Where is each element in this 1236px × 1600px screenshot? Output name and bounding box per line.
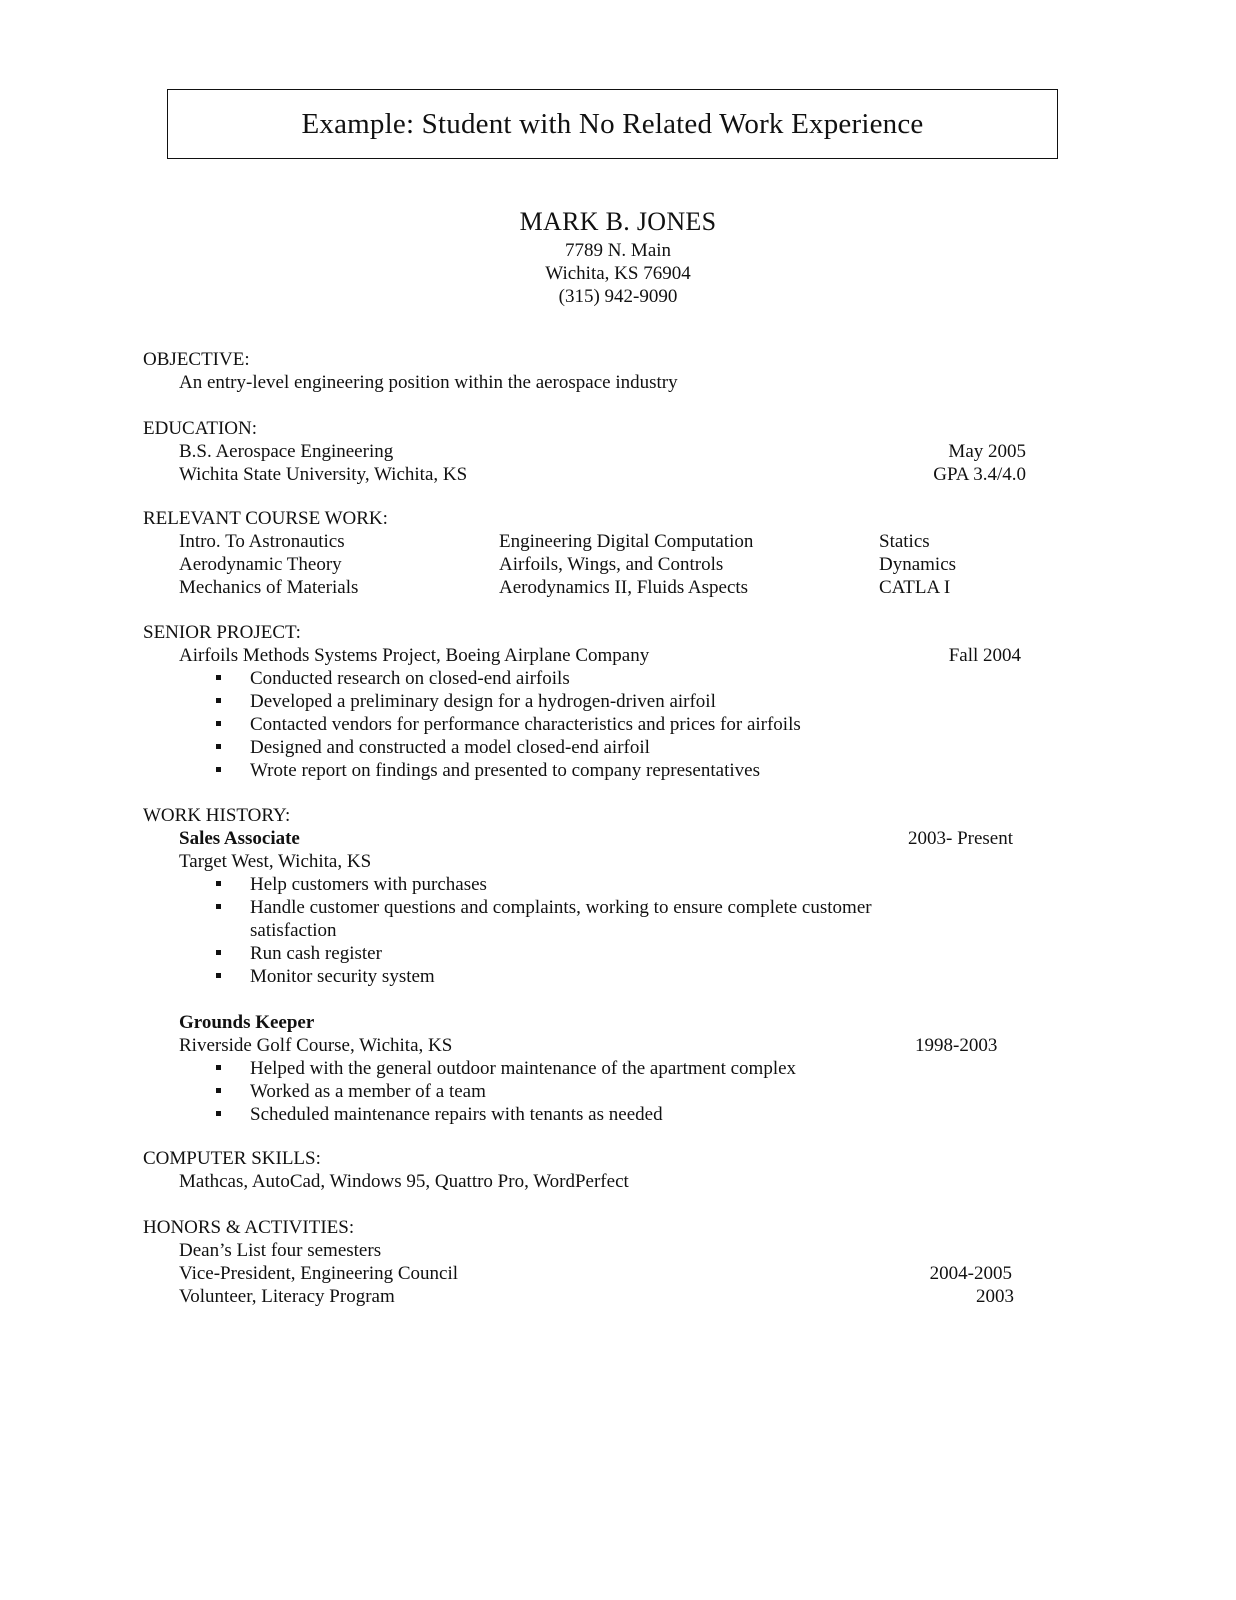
job-date: 2003- Present [908,828,1014,849]
honor-item: Vice-President, Engineering Council [179,1263,459,1284]
job-date: 1998-2003 [915,1035,998,1056]
course-item: Statics [879,531,930,552]
title-box [167,89,1058,159]
job-bullet-text: Help customers with purchases [250,874,487,895]
senior-project-title: Airfoils Methods Systems Project, Boeing Airplane Company [179,645,650,666]
job-bullet-text: Handle customer questions and complaints, working to ensure complete customer [250,897,872,918]
phone-number: (315) 942-9090 [558,286,678,307]
education-heading: EDUCATION: [143,418,257,439]
bullet-icon [216,721,221,726]
course-item: Airfoils, Wings, and Controls [499,554,724,575]
work-history-heading: WORK HISTORY: [143,805,291,826]
bullet-icon [216,1111,221,1116]
bullet-icon [216,904,221,909]
honors-heading: HONORS & ACTIVITIES: [143,1217,355,1238]
coursework-heading: RELEVANT COURSE WORK: [143,508,388,529]
honor-item: Volunteer, Literacy Program [179,1286,395,1307]
senior-project-heading: SENIOR PROJECT: [143,622,301,643]
job-employer: Target West, Wichita, KS [179,851,372,872]
job-employer: Riverside Golf Course, Wichita, KS [179,1035,453,1056]
course-item: CATLA I [879,577,951,598]
project-bullet-text: Contacted vendors for performance characteristics and prices for airfoils [250,714,801,735]
objective-text: An entry-level engineering position within the aerospace industry [179,372,678,393]
education-gpa: GPA 3.4/4.0 [933,464,1026,485]
objective-heading: OBJECTIVE: [143,349,250,370]
bullet-icon [216,1065,221,1070]
bullet-icon [216,1088,221,1093]
page-title: Example: Student with No Related Work Experience [301,107,924,140]
job-bullet-text: Monitor security system [250,966,435,987]
job-title: Sales Associate [179,828,300,849]
course-item: Aerodynamic Theory [179,554,342,575]
course-item: Mechanics of Materials [179,577,359,598]
job-bullet-text-continued: satisfaction [250,920,337,941]
bullet-icon [216,675,221,680]
job-title: Grounds Keeper [179,1012,315,1033]
education-school: Wichita State University, Wichita, KS [179,464,468,485]
project-bullet-text: Conducted research on closed-end airfoils [250,668,570,689]
job-bullet-text: Run cash register [250,943,382,964]
project-bullet-text: Designed and constructed a model closed-end airfoil [250,737,650,758]
course-item: Intro. To Astronautics [179,531,345,552]
senior-project-date: Fall 2004 [948,645,1021,666]
candidate-name: MARK B. JONES [519,207,717,236]
job-bullet-text: Worked as a member of a team [250,1081,486,1102]
education-date: May 2005 [948,441,1026,462]
course-item: Dynamics [879,554,957,575]
honor-date: 2004-2005 [929,1263,1012,1284]
computer-skills-text: Mathcas, AutoCad, Windows 95, Quattro Pro, WordPerfect [179,1171,629,1192]
job-bullet-text: Scheduled maintenance repairs with tenants as needed [250,1104,663,1125]
honor-date: 2003 [976,1286,1014,1307]
address-street: 7789 N. Main [564,240,672,261]
bullet-icon [216,973,221,978]
address-city: Wichita, KS 76904 [545,263,691,284]
honor-item: Dean’s List four semesters [179,1240,382,1261]
course-item: Engineering Digital Computation [499,531,754,552]
bullet-icon [216,698,221,703]
bullet-icon [216,744,221,749]
job-bullet-text: Helped with the general outdoor maintenance of the apartment complex [250,1058,797,1079]
project-bullet-text: Wrote report on findings and presented to company representatives [250,760,760,781]
course-item: Aerodynamics II, Fluids Aspects [499,577,749,598]
bullet-icon [216,950,221,955]
computer-skills-heading: COMPUTER SKILLS: [143,1148,321,1169]
education-degree: B.S. Aerospace Engineering [179,441,394,462]
bullet-icon [216,881,221,886]
project-bullet-text: Developed a preliminary design for a hydrogen-driven airfoil [250,691,716,712]
bullet-icon [216,767,221,772]
